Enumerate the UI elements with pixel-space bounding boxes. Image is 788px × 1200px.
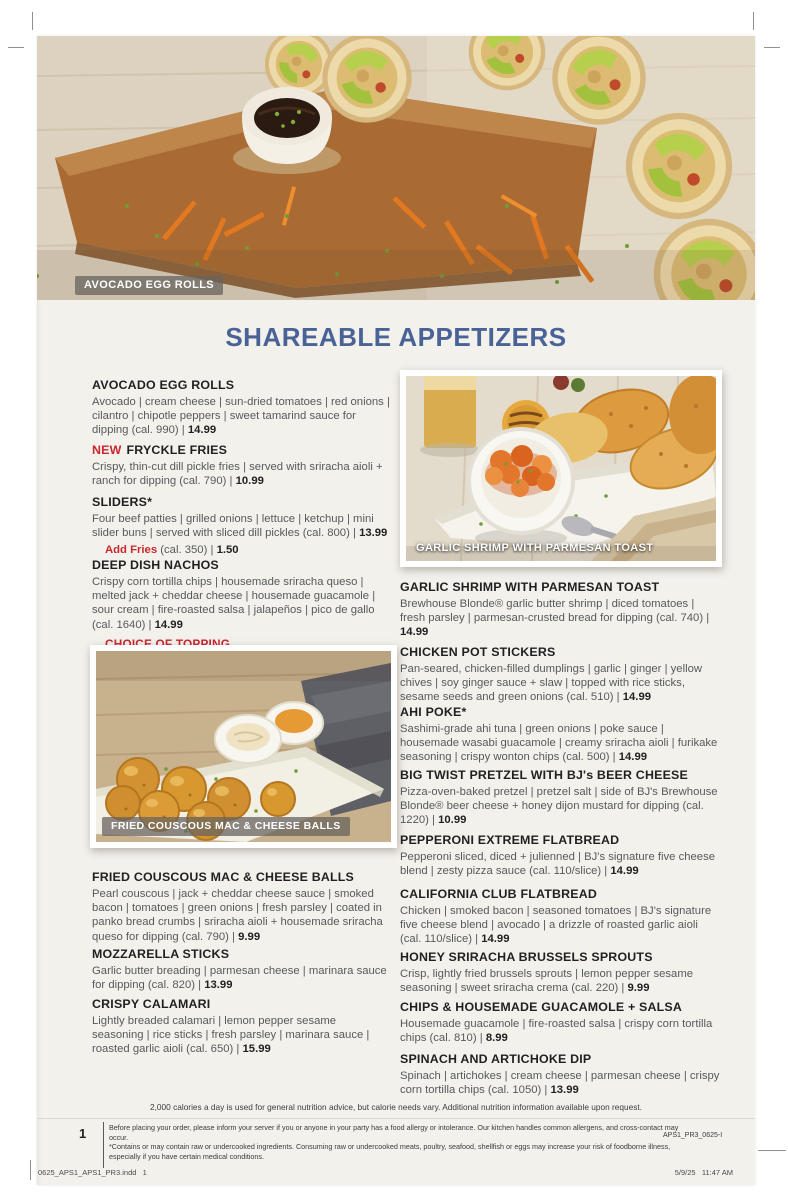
item-price: 14.99 (187, 424, 217, 437)
item-description: Pearl couscous | jack + cheddar cheese sauce | smoked bacon | tomatoes | green onions | fresh parsley | coated in panko bread crumbs | sriracha aioli + housemade sriracha queso for dipping (cal. 790) | 9.99 (92, 888, 383, 943)
item-price: 14.99 (622, 691, 652, 704)
add-fries-option: Add Fries (cal. 350) | 1.50 (105, 544, 239, 557)
item-name: FRIED COUSCOUS MAC & CHEESE BALLS (92, 870, 354, 884)
item-name: DEEP DISH NACHOS (92, 558, 219, 572)
crop-mark (764, 47, 780, 48)
page-number: 1 (79, 1126, 87, 1141)
choice-heading: CHOICE OF TOPPING (105, 636, 231, 651)
item-description: Chicken | smoked bacon | seasoned tomatoes | BJ's signature five cheese blend | avocado | a drizzle of roasted garlic aioli (cal. 110/slice) | 14.99 (400, 905, 712, 946)
crop-mark (30, 1160, 31, 1180)
item-name: SLIDERS* (92, 495, 153, 509)
garlic-shrimp-illustration (406, 376, 716, 561)
item-description: Spinach | artichokes | cream cheese | parmesan cheese | crispy corn tortilla chips (cal. 1050) | 13.99 (400, 1070, 720, 1097)
menu-item-crispy-calamari (92, 997, 390, 1057)
item-description: Avocado | cream cheese | sun-dried tomatoes | red onions | cilantro | chipotle peppers | sweet tamarind sauce for dipping (cal. 990) | 14.99 (92, 396, 390, 437)
item-description: Pepperoni sliced, diced + julienned | BJ's signature five cheese blend | zesty pizza sauce (cal. 110/slice) | 14.99 (400, 851, 716, 878)
menu-item-chips-guacamole (400, 1000, 720, 1045)
item-price: 14.99 (610, 865, 639, 878)
item-price: 9.99 (627, 982, 650, 995)
item-price: 8.99 (485, 1032, 508, 1045)
footer-divider (37, 1118, 755, 1119)
nutrition-note: 2,000 calories a day is used for general nutrition advice, but calorie needs vary. Additional nutrition information available upon request. (150, 1102, 642, 1112)
menu-item-pepperoni-flatbread (400, 833, 720, 878)
item-description: Crisp, lightly fried brussels sprouts | lemon pepper sesame seasoning | sweet sriracha crema (cal. 220) | 9.99 (400, 968, 694, 995)
item-name: CHICKEN POT STICKERS (400, 645, 556, 659)
menu-sheet (37, 36, 755, 1185)
item-description: Sashimi-grade ahi tuna | green onions | poke sauce | housemade wasabi guacamole | creamy sriracha aioli | furikake seasoning | crispy wonton chips (cal. 500) | 14.99 (400, 723, 718, 764)
new-badge: NEW (92, 443, 122, 457)
item-description: Brewhouse Blonde® garlic butter shrimp | diced tomatoes | fresh parsley | parmesan-crusted bread for dipping (cal. 740) | 14.99 (400, 598, 710, 639)
avocado-egg-rolls-photo (37, 36, 755, 300)
crop-mark (32, 12, 33, 30)
item-price: 10.99 (235, 475, 264, 488)
item-description: Four beef patties | grilled onions | lettuce | ketchup | mini slider buns | served with sliced dill pickles (cal. 800) | 13.99 (92, 513, 388, 540)
menu-item-chicken-pot-stickers (400, 645, 720, 705)
fried-couscous-photo-caption: FRIED COUSCOUS MAC & CHEESE BALLS (102, 817, 350, 836)
item-description: Crispy corn tortilla chips | housemade sriracha queso | melted jack + cheddar cheese | housemade guacamole | sour cream | fire-roasted salsa | jalapeños | pico de gallo (cal. 1640) | 14.99 (92, 576, 376, 631)
item-name: GARLIC SHRIMP WITH PARMESAN TOAST (400, 580, 660, 594)
garlic-shrimp-photo (400, 370, 722, 567)
item-price: 13.99 (550, 1084, 579, 1097)
menu-item-fryckle-fries (92, 443, 390, 488)
avocado-egg-rolls-illustration (37, 36, 755, 300)
item-name: HONEY SRIRACHA BRUSSELS SPROUTS (400, 950, 653, 964)
menu-item-spinach-artichoke-dip (400, 1052, 720, 1097)
item-description: Pizza-oven-baked pretzel | pretzel salt | side of BJ's Brewhouse Blonde® beer cheese + honey dijon mustard for dipping (cal. 1220) | 10.99 (400, 786, 718, 827)
item-name: AHI POKE* (400, 705, 467, 719)
item-name: PEPPERONI EXTREME FLATBREAD (400, 833, 620, 847)
item-price: 13.99 (204, 979, 233, 992)
item-price: 14.99 (400, 626, 429, 639)
disclaimer-line: Before placing your order, please inform your server if you or anyone in your party has a food allergy or intolerance. Our kitchen handles common allergens, and cross-contact may occur. (109, 1123, 679, 1142)
crop-mark (758, 1150, 786, 1151)
item-name: BIG TWIST PRETZEL WITH BJ's BEER CHEESE (400, 768, 688, 782)
allergy-disclaimer (109, 1123, 699, 1161)
menu-item-california-club-flatbread (400, 887, 720, 947)
menu-item-avocado-egg-rolls (92, 378, 390, 438)
item-name: AVOCADO EGG ROLLS (92, 378, 235, 392)
menu-item-brussels-sprouts (400, 950, 720, 995)
fried-couscous-photo (90, 645, 397, 848)
document-code: APS1_PR3_0625-I (663, 1132, 723, 1139)
item-description: Housemade guacamole | fire-roasted salsa | crispy corn tortilla chips (cal. 810) | 8.99 (400, 1018, 713, 1045)
fried-couscous-illustration (96, 651, 391, 842)
item-description: Lightly breaded calamari | lemon pepper sesame seasoning | rice sticks | fresh parsley | marinara sauce | roasted garlic aioli (cal. 650) | 15.99 (92, 1015, 370, 1056)
item-price: 14.99 (154, 618, 183, 631)
page-title: SHAREABLE APPETIZERS (225, 322, 567, 352)
crop-mark (753, 12, 754, 30)
item-price: 9.99 (238, 930, 261, 943)
item-price: 13.99 (359, 527, 388, 540)
print-timestamp: 5/9/25 11:47 AM (674, 1168, 733, 1177)
menu-item-fried-couscous (92, 870, 390, 944)
disclaimer-line: *Contains or may contain raw or undercooked ingredients. Consuming raw or undercooked meats, poultry, seafood, shellfish or eggs may increase your risk of foodborne illness, especially if you have certain medical conditions. (109, 1142, 671, 1161)
menu-item-garlic-shrimp (400, 580, 720, 640)
item-name: CHIPS & HOUSEMADE GUACAMOLE + SALSA (400, 1000, 683, 1014)
print-filename: 0625_APS1_APS1_PR3.indd 1 (38, 1168, 147, 1177)
menu-item-mozzarella-sticks (92, 947, 390, 992)
item-description: Garlic butter breading | parmesan cheese | marinara sauce for dipping (cal. 820) | 13.99 (92, 965, 387, 992)
item-name: NEW FRYCKLE FRIES (92, 443, 228, 457)
item-name: SPINACH AND ARTICHOKE DIP (400, 1052, 592, 1066)
item-description: Crispy, thin-cut dill pickle fries | served with sriracha aioli + ranch for dipping (cal. 790) | 10.99 (92, 461, 383, 488)
item-name: MOZZARELLA STICKS (92, 947, 230, 961)
item-name: CALIFORNIA CLUB FLATBREAD (400, 887, 598, 901)
item-name: CRISPY CALAMARI (92, 997, 211, 1011)
item-price: 14.99 (618, 751, 648, 764)
item-price: 15.99 (242, 1043, 271, 1056)
menu-item-big-twist-pretzel (400, 768, 720, 828)
garlic-shrimp-photo-caption: GARLIC SHRIMP WITH PARMESAN TOAST (416, 542, 654, 554)
page-number-divider (103, 1122, 104, 1168)
menu-item-ahi-poke (400, 705, 720, 765)
item-price: 14.99 (481, 933, 510, 946)
menu-item-sliders (92, 495, 390, 558)
item-description: Pan-seared, chicken-filled dumplings | garlic | ginger | yellow chives | soy ginger sauce + slaw | topped with rice sticks, sesame seeds and green onions (cal. 510) | 14.99 (400, 663, 703, 704)
hero-photo-caption: AVOCADO EGG ROLLS (75, 276, 223, 295)
item-price: 10.99 (438, 814, 467, 827)
crop-mark (8, 47, 24, 48)
